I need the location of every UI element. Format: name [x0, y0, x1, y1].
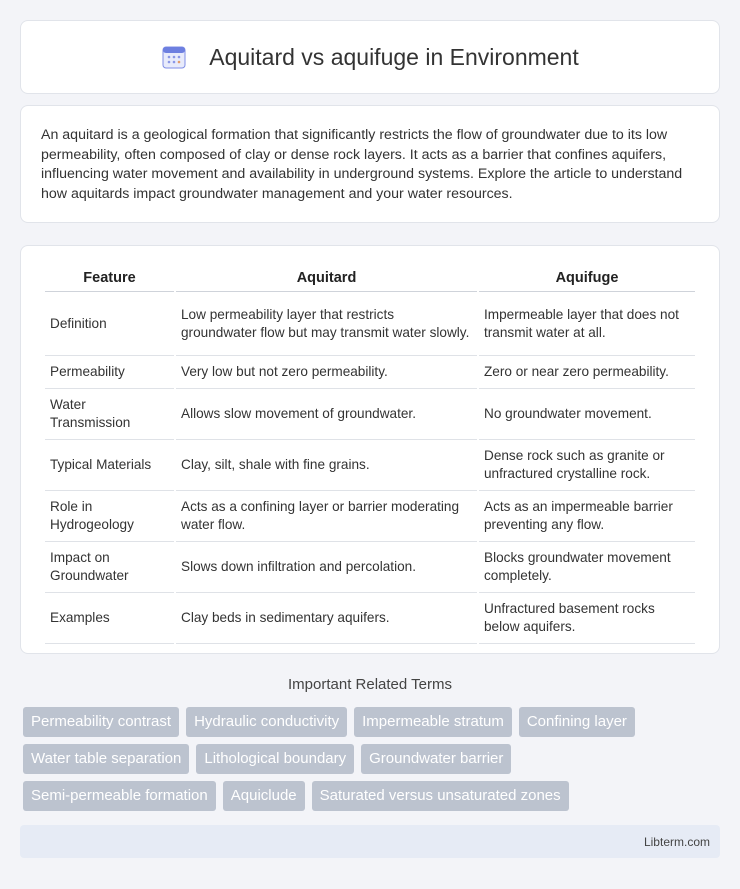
aquifuge-cell: Blocks groundwater movement completely.: [479, 542, 695, 593]
aquifuge-cell: Acts as an impermeable barrier preventing any flow.: [479, 491, 695, 542]
header-aquitard: Aquitard: [176, 266, 477, 292]
table-row: [45, 356, 695, 389]
table-header-row: [45, 266, 695, 292]
title-card: [20, 20, 720, 94]
aquitard-cell: Allows slow movement of groundwater.: [176, 389, 477, 440]
aquifuge-cell: Impermeable layer that does not transmit water at all.: [479, 292, 695, 356]
related-term-tag[interactable]: Permeability contrast: [23, 707, 179, 737]
comparison-table: [43, 266, 697, 644]
calendar-icon: [161, 44, 187, 70]
feature-cell: Definition: [45, 292, 174, 356]
aquitard-cell: Very low but not zero permeability.: [176, 356, 477, 389]
table-row: [45, 491, 695, 542]
related-term-tag[interactable]: Lithological boundary: [196, 744, 354, 774]
feature-cell: Water Transmission: [45, 389, 174, 440]
page-title: Aquitard vs aquifuge in Environment: [209, 43, 579, 70]
table-row: [45, 440, 695, 491]
related-terms-heading: Important Related Terms: [288, 676, 452, 693]
intro-card: [20, 105, 720, 223]
header-feature: Feature: [45, 266, 174, 292]
aquitard-cell: Low permeability layer that restricts groundwater flow but may transmit water slowly.: [176, 292, 477, 356]
aquifuge-cell: Unfractured basement rocks below aquifers.: [479, 593, 695, 644]
footer: [20, 825, 720, 858]
table-row: [45, 292, 695, 356]
related-term-tag[interactable]: Confining layer: [519, 707, 635, 737]
aquifuge-cell: Zero or near zero permeability.: [479, 356, 695, 389]
related-term-tag[interactable]: Groundwater barrier: [361, 744, 511, 774]
aquitard-cell: Acts as a confining layer or barrier moderating water flow.: [176, 491, 477, 542]
related-term-tag[interactable]: Impermeable stratum: [354, 707, 512, 737]
related-term-tag[interactable]: Water table separation: [23, 744, 189, 774]
aquifuge-cell: Dense rock such as granite or unfractured crystalline rock.: [479, 440, 695, 491]
footer-site-link[interactable]: Libterm.com: [643, 835, 710, 849]
related-terms-list: [23, 707, 683, 818]
related-term-tag[interactable]: Semi-permeable formation: [23, 781, 216, 811]
table-row: [45, 389, 695, 440]
comparison-table-card: [20, 245, 720, 654]
feature-cell: Role in Hydrogeology: [45, 491, 174, 542]
feature-cell: Permeability: [45, 356, 174, 389]
related-term-tag[interactable]: Hydraulic conductivity: [186, 707, 347, 737]
feature-cell: Typical Materials: [45, 440, 174, 491]
table-row: [45, 542, 695, 593]
related-term-tag[interactable]: Saturated versus unsaturated zones: [312, 781, 569, 811]
header-aquifuge: Aquifuge: [479, 266, 695, 292]
related-term-tag[interactable]: Aquiclude: [223, 781, 305, 811]
feature-cell: Examples: [45, 593, 174, 644]
aquitard-cell: Clay beds in sedimentary aquifers.: [176, 593, 477, 644]
table-row: [45, 593, 695, 644]
feature-cell: Impact on Groundwater: [45, 542, 174, 593]
aquitard-cell: Slows down infiltration and percolation.: [176, 542, 477, 593]
aquitard-cell: Clay, silt, shale with fine grains.: [176, 440, 477, 491]
intro-text: An aquitard is a geological formation that significantly restricts the flow of groundwater due to its low permeability, often composed of clay or dense rock layers. It acts as a barrier that confines aquifers, influencing water movement and availability in underground systems. Explore the article to understand how aquitards impact groundwater management and your water resources.: [41, 127, 683, 202]
aquifuge-cell: No groundwater movement.: [479, 389, 695, 440]
